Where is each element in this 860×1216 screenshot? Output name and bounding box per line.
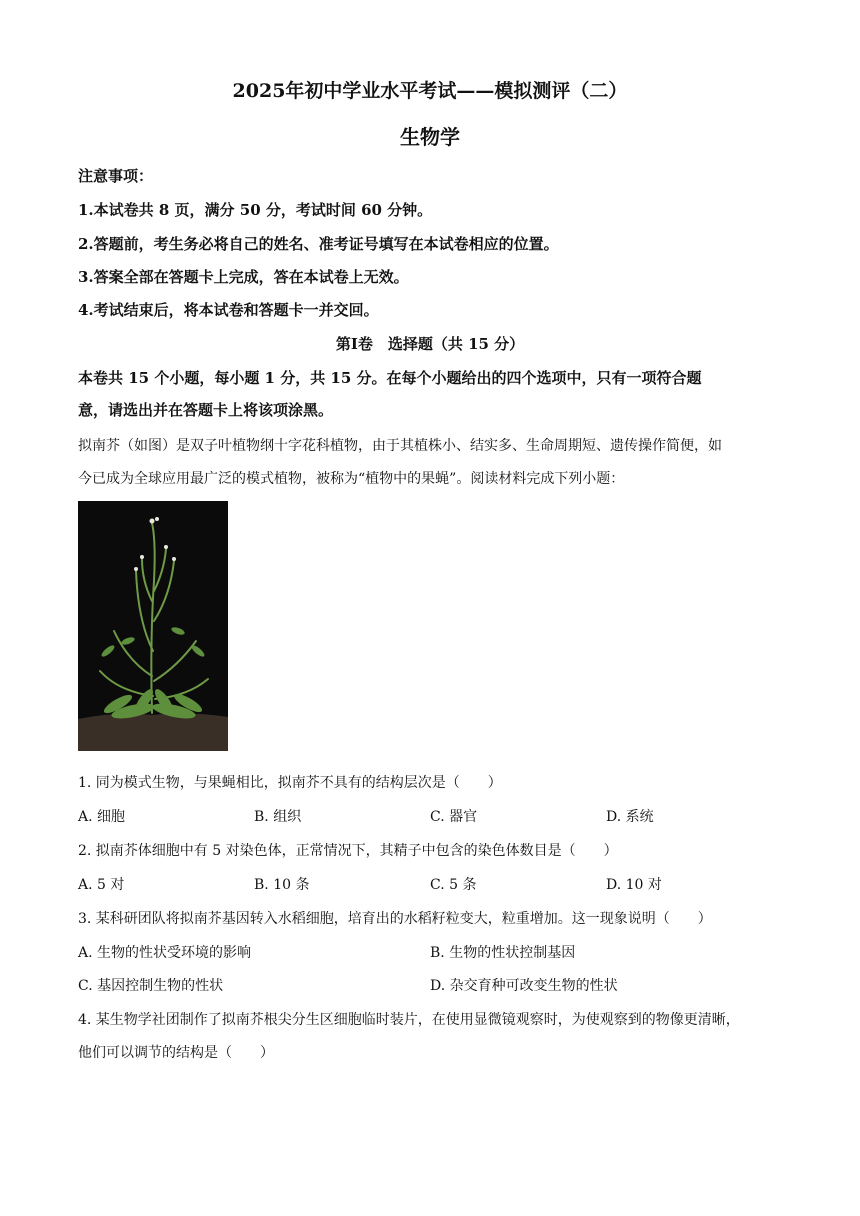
section-heading: 第Ⅰ卷 选择题（共 15 分）: [335, 335, 525, 353]
question-3-option-b[interactable]: B. 生物的性状控制基因: [430, 945, 576, 961]
question-1-option-d[interactable]: D. 系统: [606, 809, 654, 825]
section-instruction: 本卷共 15 个小题，每小题 1 分，共 15 分。在每个小题给出的四个选项中，只有一项符合题: [78, 369, 702, 387]
notice-item: 3.答案全部在答题卡上完成，答在本试卷上无效。: [78, 268, 409, 286]
subject-title: 生物学: [400, 125, 460, 149]
question-3-stem: 3. 某科研团队将拟南芥基因转入水稻细胞，培育出的水稻籽粒变大，粒重增加。这一现象说明（ ）: [78, 911, 712, 927]
material-text: 拟南芥（如图）是双子叶植物纲十字花科植物，由于其植株小、结实多、生命周期短、遗传操作简便，如: [78, 438, 722, 454]
question-2-option-b[interactable]: B. 10 条: [254, 877, 310, 893]
question-1-stem: 1. 同为模式生物，与果蝇相比，拟南芥不具有的结构层次是（ ）: [78, 775, 502, 791]
question-1-option-b[interactable]: B. 组织: [254, 809, 302, 825]
section-instruction: 意，请选出并在答题卡上将该项涂黑。: [78, 401, 334, 419]
question-1-option-c[interactable]: C. 器官: [430, 809, 478, 825]
question-4-stem: 4. 某生物学社团制作了拟南芥根尖分生区细胞临时装片，在使用显微镜观察时，为使观察到的物像更清晰，: [78, 1012, 740, 1028]
question-3-option-c[interactable]: C. 基因控制生物的性状: [78, 978, 224, 994]
question-4-stem: 他们可以调节的结构是（ ）: [78, 1045, 274, 1061]
question-1-option-a[interactable]: A. 细胞: [78, 809, 126, 825]
notice-item: 1.本试卷共 8 页，满分 50 分，考试时间 60 分钟。: [78, 201, 433, 219]
notice-item: 4.考试结束后，将本试卷和答题卡一并交回。: [78, 301, 379, 319]
question-2-option-a[interactable]: A. 5 对: [78, 877, 125, 893]
question-2-option-c[interactable]: C. 5 条: [430, 877, 477, 893]
notice-item: 2.答题前，考生务必将自己的姓名、准考证号填写在本试卷相应的位置。: [78, 235, 559, 253]
question-3-option-d[interactable]: D. 杂交育种可改变生物的性状: [430, 978, 618, 994]
question-3-option-a[interactable]: A. 生物的性状受环境的影响: [78, 945, 252, 961]
question-2-option-d[interactable]: D. 10 对: [606, 877, 662, 893]
arabidopsis-plant-photo: [78, 501, 228, 751]
notice-heading: 注意事项：: [78, 167, 154, 185]
question-2-stem: 2. 拟南芥体细胞中有 5 对染色体，正常情况下，其精子中包含的染色体数目是（ ）: [78, 843, 618, 859]
material-text: 今已成为全球应用最广泛的模式植物，被称为“植物中的果蝇”。阅读材料完成下列小题：: [78, 471, 625, 487]
exam-title: 2025年初中学业水平考试——模拟测评（二）: [232, 80, 628, 102]
